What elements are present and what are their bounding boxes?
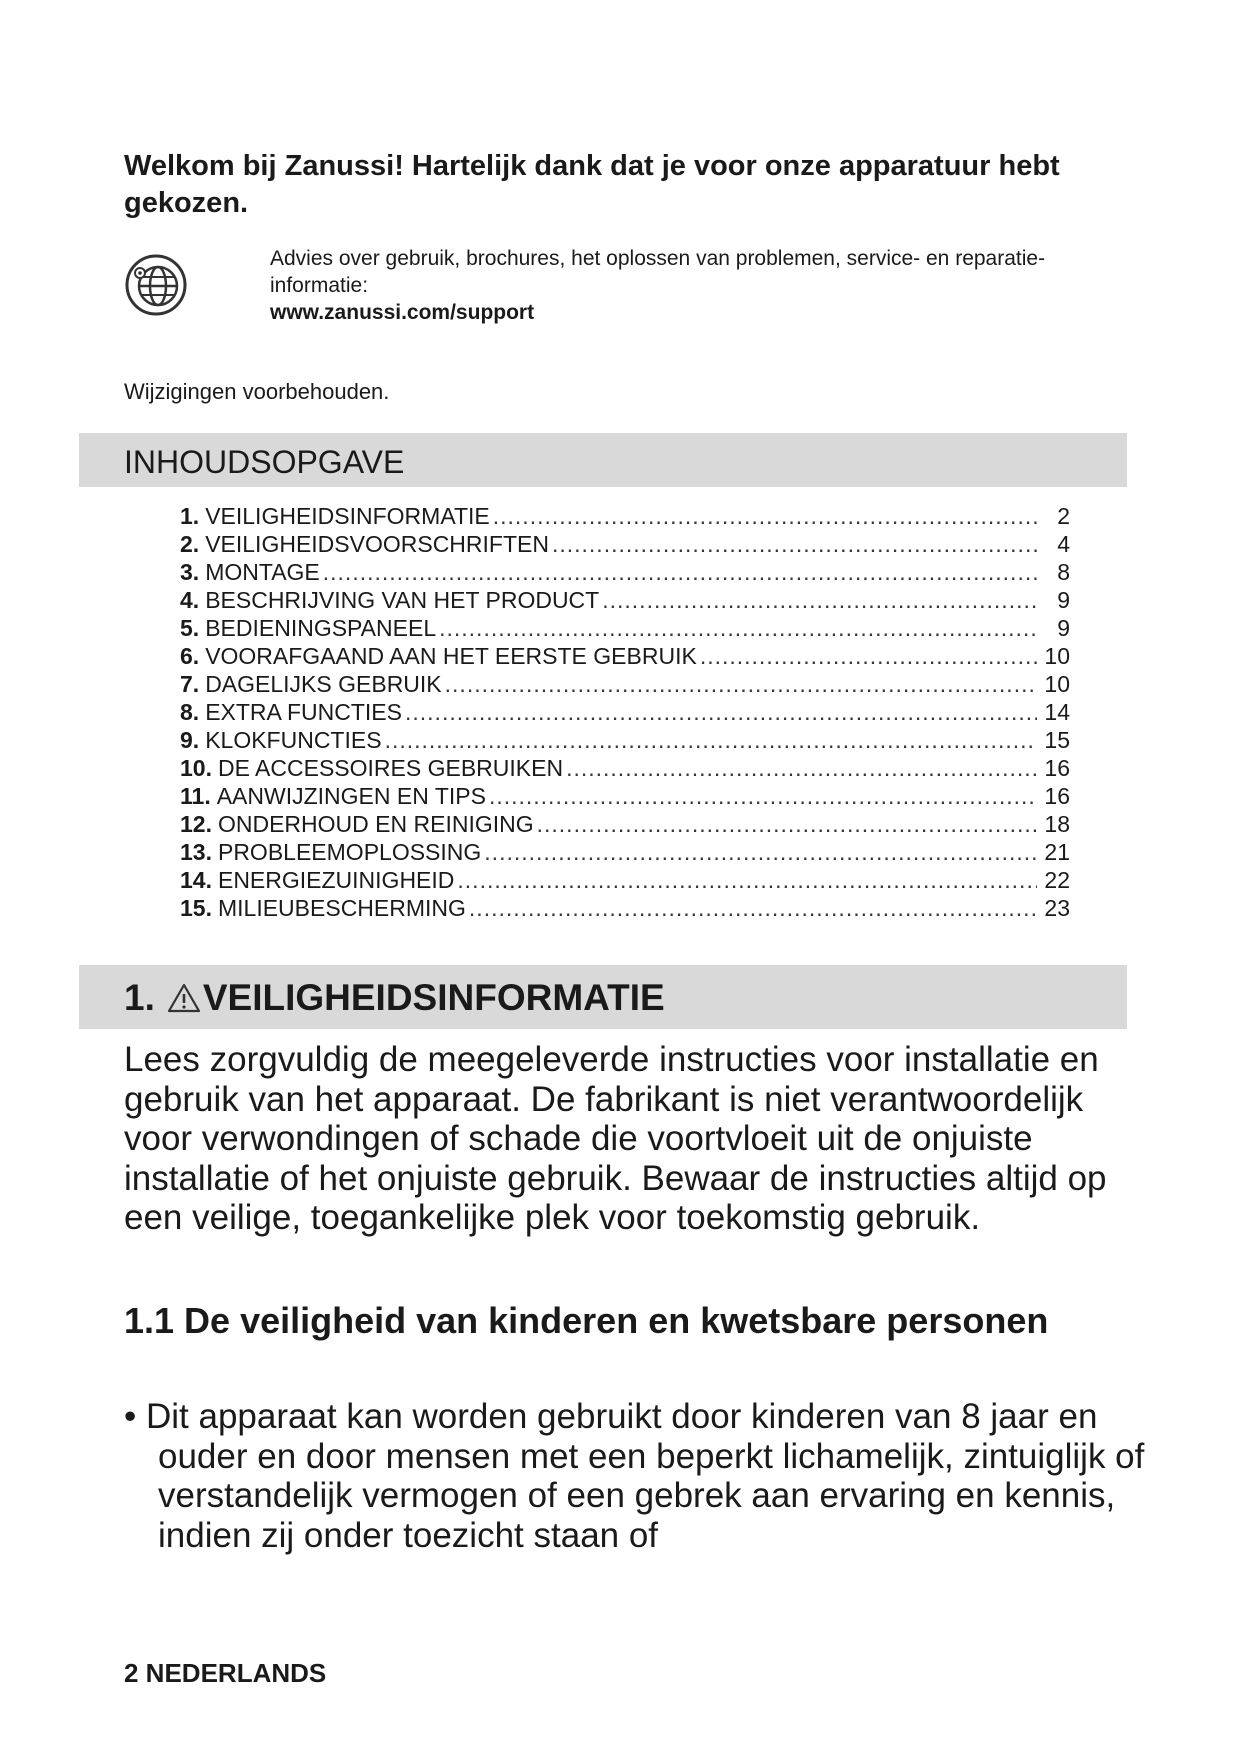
- toc-label: VEILIGHEIDSVOORSCHRIFTEN: [205, 531, 549, 557]
- toc-leader-dots: [493, 502, 1037, 530]
- toc-leader-dots: [405, 698, 1037, 726]
- toc-leader-dots: [469, 894, 1037, 922]
- changes-notice: Wijzigingen voorbehouden.: [124, 379, 390, 404]
- toc-leader-dots: [552, 530, 1037, 558]
- toc-number: 14.: [180, 867, 212, 893]
- toc-entry-9[interactable]: [180, 726, 1070, 754]
- child-safety-bullet: • Dit apparaat kan worden gebruikt door kinderen van 8 jaar en ouder en door mensen met een beperkt lichamelijk, zintuiglijk of verstandelijk vermogen of een gebrek aan ervaring en kennis, indien zij onder toezicht staan of: [124, 1397, 1145, 1555]
- toc-label: DAGELIJKS GEBRUIK: [205, 671, 442, 697]
- toc-list: [180, 502, 1070, 922]
- toc-number: 15.: [180, 895, 212, 921]
- section1-header-bar: [79, 965, 1127, 1029]
- toc-page: 23: [1044, 895, 1070, 921]
- safety-intro-paragraph: Lees zorgvuldig de meegeleverde instructies voor installatie en gebruik van het apparaat. De fabrikant is niet verantwoordelijk voor verwondingen of schade die voortvloeit uit de onjuiste installatie of het onjuiste gebruik. Bewaar de instructies altijd op een veilige, toegankelijke plek voor toekomstig gebruik.: [124, 1040, 1107, 1237]
- toc-label: BEDIENINGSPANEEL: [205, 615, 437, 641]
- support-info: [124, 245, 1094, 333]
- toc-number: 3.: [180, 559, 200, 585]
- toc-page: 22: [1044, 867, 1070, 893]
- toc-number: 4.: [180, 587, 200, 613]
- toc-entry-7[interactable]: [180, 670, 1070, 698]
- toc-page: 10: [1044, 671, 1070, 697]
- toc-entry-5[interactable]: [180, 614, 1070, 642]
- toc-title: INHOUDSOPGAVE: [124, 444, 405, 480]
- toc-number: 10.: [180, 755, 212, 781]
- support-description: Advies over gebruik, brochures, het oplossen van problemen, service- en reparatie-informatie:: [270, 247, 1046, 297]
- toc-page: 16: [1044, 755, 1070, 781]
- toc-label: VEILIGHEIDSINFORMATIE: [205, 503, 490, 529]
- toc-page: 21: [1044, 839, 1070, 865]
- toc-entry-2[interactable]: [180, 530, 1070, 558]
- toc-entry-6[interactable]: [180, 642, 1070, 670]
- toc-label: MILIEUBESCHERMING: [217, 895, 466, 921]
- toc-number: 6.: [180, 643, 200, 669]
- toc-leader-dots: [602, 586, 1037, 614]
- toc-entry-10[interactable]: [180, 754, 1070, 782]
- toc-label: PROBLEEMOPLOSSING: [217, 839, 482, 865]
- toc-page: 16: [1044, 783, 1070, 809]
- child-safety-heading: 1.1 De veiligheid van kinderen en kwetsbare personen: [124, 1300, 1049, 1341]
- toc-label: EXTRA FUNCTIES: [205, 699, 402, 725]
- toc-leader-dots: [385, 726, 1037, 754]
- toc-leader-dots: [484, 838, 1037, 866]
- toc-label: VOORAFGAAND AAN HET EERSTE GEBRUIK: [205, 643, 697, 669]
- toc-leader-dots: [323, 558, 1037, 586]
- toc-number: 2.: [180, 531, 200, 557]
- toc-entry-14[interactable]: [180, 866, 1070, 894]
- toc-label: BESCHRIJVING VAN HET PRODUCT: [205, 587, 600, 613]
- toc-label: MONTAGE: [205, 559, 320, 585]
- toc-number: 5.: [180, 615, 200, 641]
- toc-page: 14: [1044, 699, 1070, 725]
- toc-number: 12.: [180, 811, 212, 837]
- toc-entry-13[interactable]: [180, 838, 1070, 866]
- section1-title: [124, 977, 665, 1019]
- toc-leader-dots: [457, 866, 1037, 894]
- toc-label: DE ACCESSOIRES GEBRUIKEN: [217, 755, 564, 781]
- toc-label: KLOKFUNCTIES: [205, 727, 382, 753]
- toc-number: 1.: [180, 503, 200, 529]
- toc-label: ENERGIEZUINIGHEID: [217, 867, 455, 893]
- welcome-heading: Welkom bij Zanussi! Hartelijk dank dat je voor onze apparatuur hebt gekozen.: [124, 150, 1060, 219]
- globe-icon: [124, 253, 188, 317]
- toc-page: 15: [1044, 727, 1070, 753]
- toc-leader-dots: [445, 670, 1037, 698]
- toc-page: 10: [1044, 643, 1070, 669]
- toc-entry-15[interactable]: [180, 894, 1070, 922]
- toc-page: 8: [1057, 559, 1070, 585]
- toc-label: AANWIJZINGEN EN TIPS: [216, 783, 486, 809]
- toc-page: 18: [1044, 811, 1070, 837]
- toc-leader-dots: [537, 810, 1037, 838]
- support-link[interactable]: www.zanussi.com/support: [270, 301, 535, 324]
- page-footer: 2 NEDERLANDS: [124, 1658, 327, 1688]
- toc-number: 7.: [180, 671, 200, 697]
- toc-leader-dots: [700, 642, 1037, 670]
- toc-label: ONDERHOUD EN REINIGING: [217, 811, 534, 837]
- toc-entry-4[interactable]: [180, 586, 1070, 614]
- toc-entry-8[interactable]: [180, 698, 1070, 726]
- toc-number: 11.: [180, 783, 211, 809]
- section1-number: 1.: [124, 977, 155, 1018]
- toc-page: 2: [1057, 503, 1070, 529]
- toc-number: 13.: [180, 839, 212, 865]
- toc-leader-dots: [489, 782, 1037, 810]
- toc-page: 9: [1057, 587, 1070, 613]
- toc-page: 4: [1057, 531, 1070, 557]
- warning-icon: [167, 983, 201, 1013]
- toc-leader-dots: [439, 614, 1037, 642]
- toc-entry-3[interactable]: [180, 558, 1070, 586]
- toc-header-bar: [79, 433, 1127, 487]
- toc-leader-dots: [566, 754, 1037, 782]
- toc-page: 9: [1057, 615, 1070, 641]
- support-text-block: [270, 245, 1110, 326]
- toc-number: 9.: [180, 727, 200, 753]
- section1-title-text: VEILIGHEIDSINFORMATIE: [202, 977, 665, 1018]
- toc-entry-12[interactable]: [180, 810, 1070, 838]
- toc-entry-11[interactable]: [180, 782, 1070, 810]
- toc-entry-1[interactable]: [180, 502, 1070, 530]
- toc-number: 8.: [180, 699, 200, 725]
